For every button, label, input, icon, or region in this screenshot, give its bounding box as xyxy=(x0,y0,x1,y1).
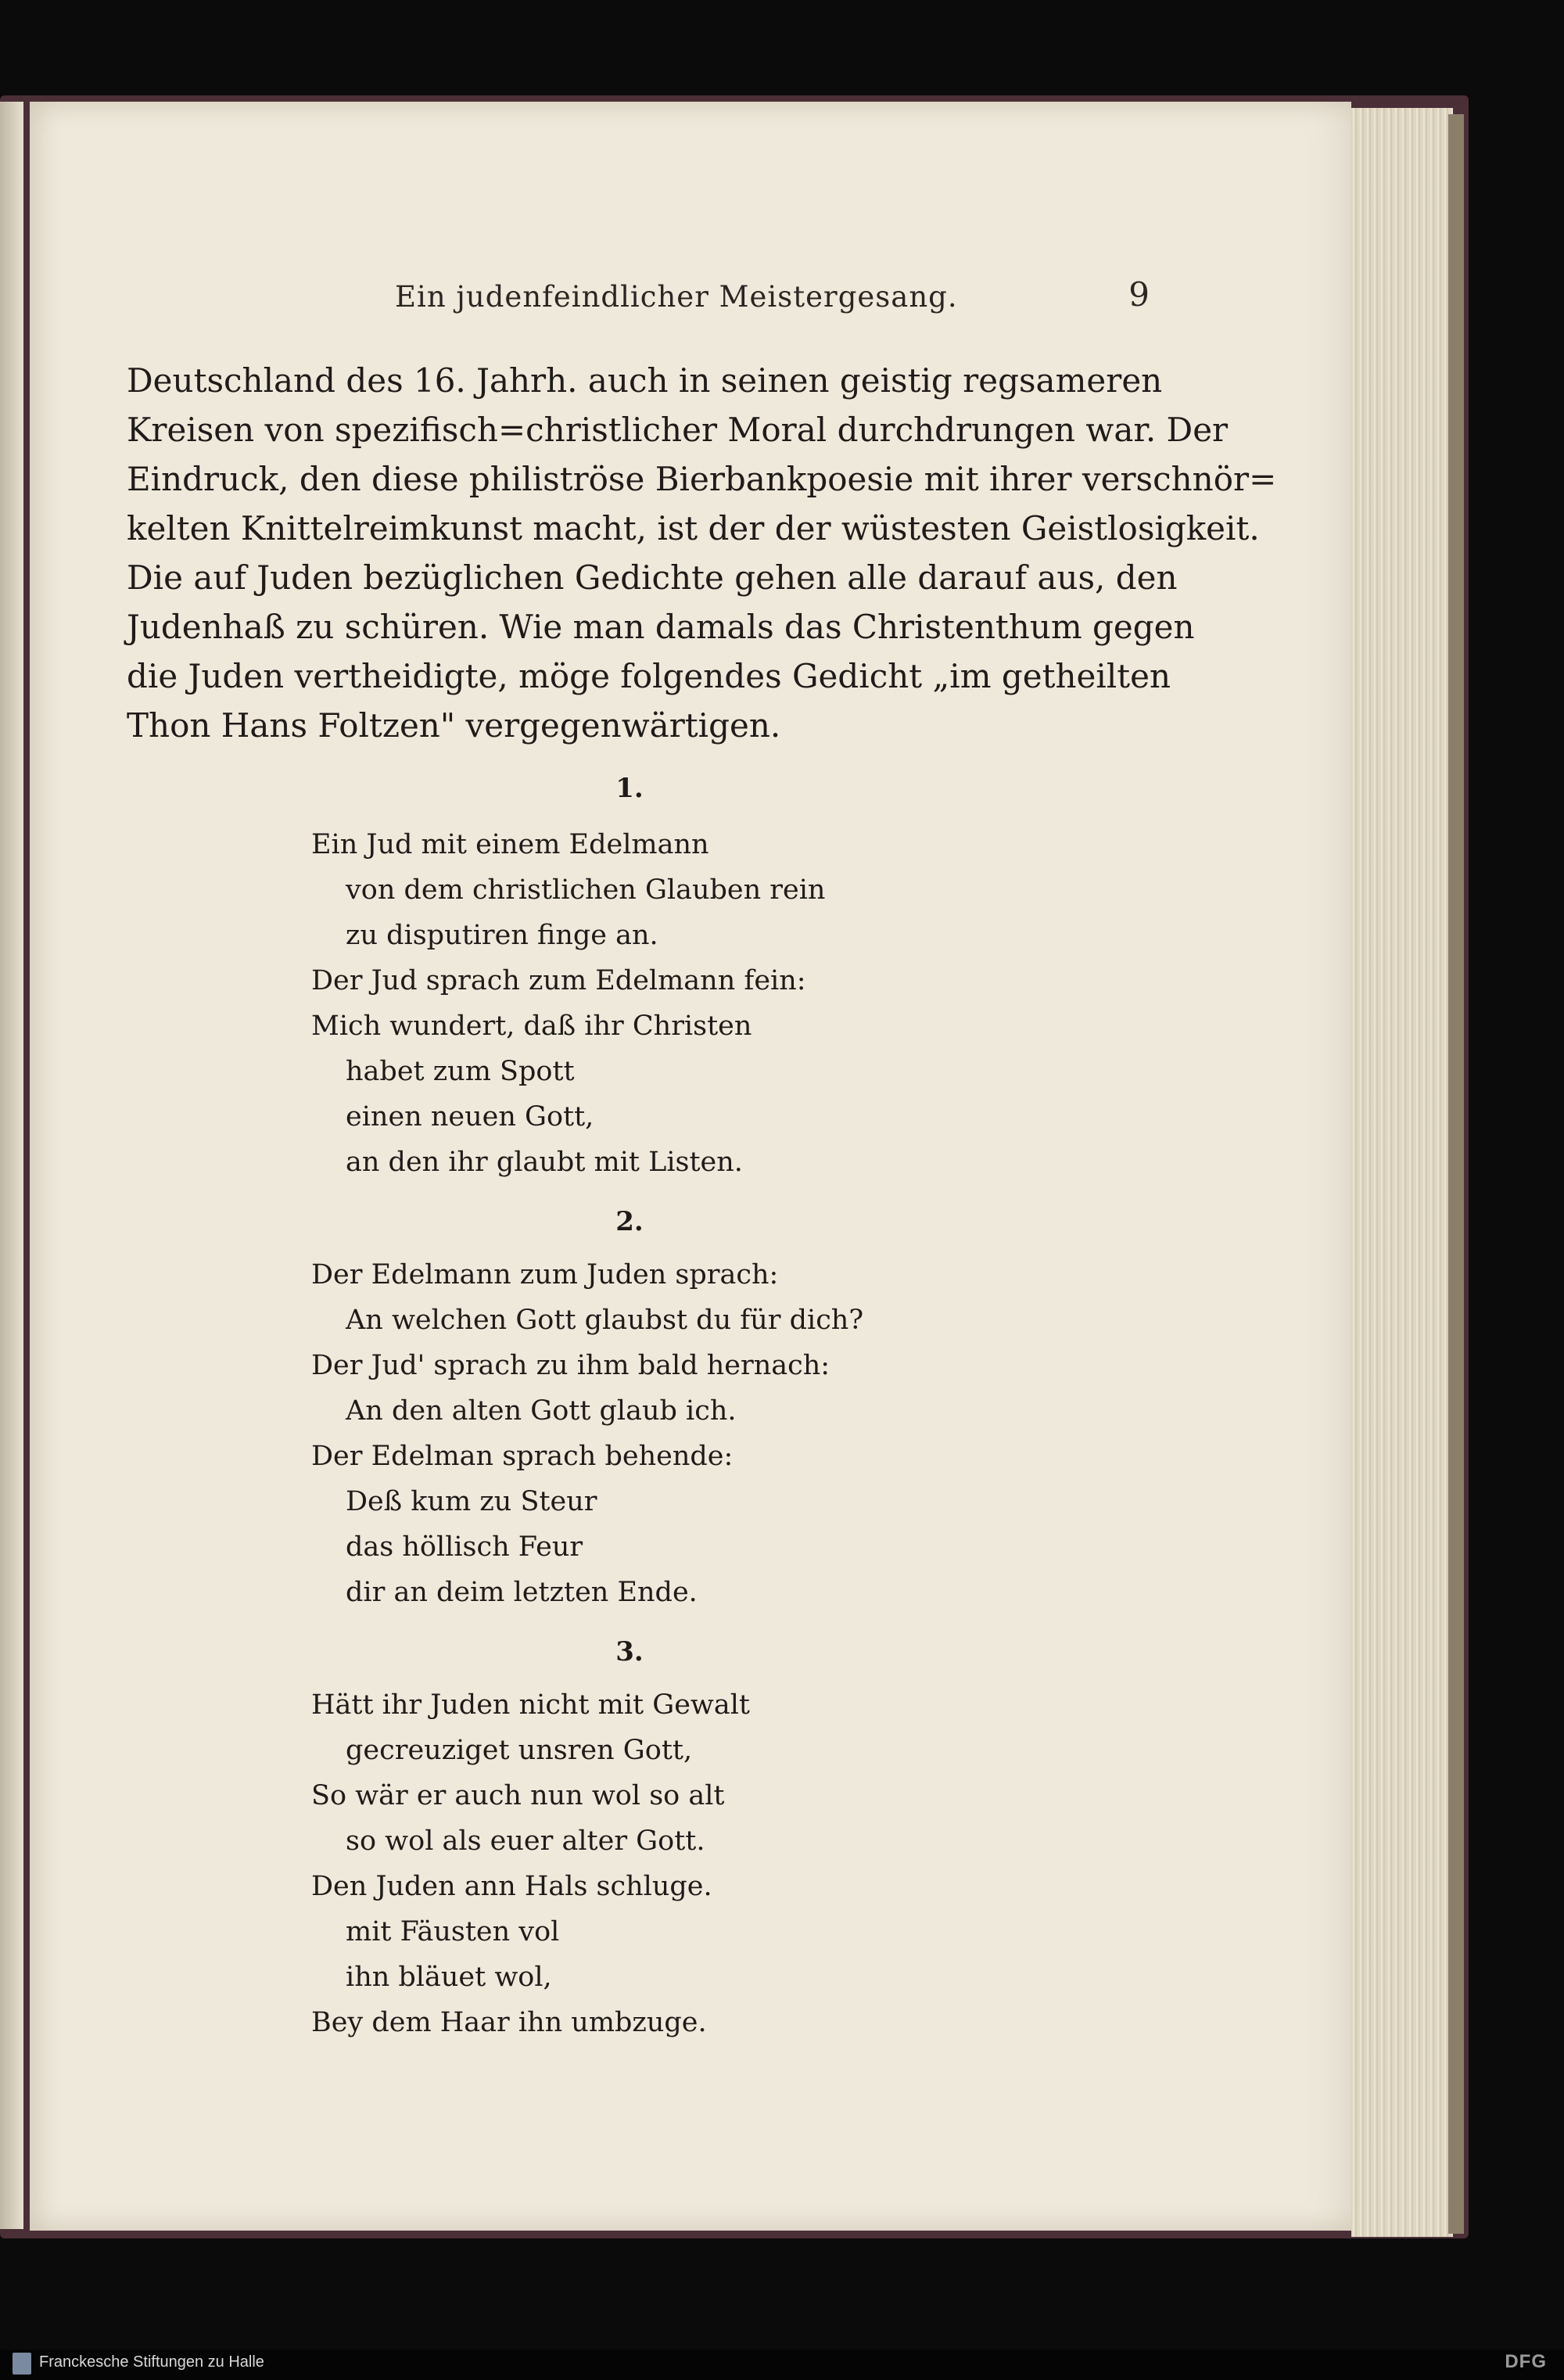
prose-line: Judenhaß zu schüren. Wie man damals das Christenthum gegen xyxy=(127,608,1195,646)
verse-line: das höllisch Feur xyxy=(346,1531,583,1563)
verse-line: dir an deim letzten Ende. xyxy=(346,1577,698,1608)
prose-line: Eindruck, den diese philiströse Bierbankpoesie mit ihrer verschnör= xyxy=(127,460,1277,498)
verse-line: an den ihr glaubt mit Listen. xyxy=(346,1147,743,1178)
institution-name: Franckesche Stiftungen zu Halle xyxy=(39,2353,264,2371)
verse-line: so wol als euer alter Gott. xyxy=(346,1825,705,1857)
verse-line: Der Edelmann zum Juden sprach: xyxy=(311,1259,779,1291)
page-number: 9 xyxy=(1128,275,1150,314)
running-head: Ein judenfeindlicher Meistergesang. xyxy=(395,280,958,314)
verse-line: mit Fäusten vol xyxy=(346,1916,560,1947)
verse-line: An welchen Gott glaubst du für dich? xyxy=(346,1305,864,1336)
verse-line: gecreuziget unsren Gott, xyxy=(346,1735,693,1766)
verse-line: Deß kum zu Steur xyxy=(346,1486,597,1517)
verse-line: Hätt ihr Juden nicht mit Gewalt xyxy=(311,1689,750,1721)
verse-line: zu disputiren finge an. xyxy=(346,920,658,951)
prose-line: kelten Knittelreimkunst macht, ist der der wüstesten Geistlosigkeit. xyxy=(127,509,1260,547)
prose-line: Die auf Juden bezüglichen Gedichte gehen alle darauf aus, den xyxy=(127,558,1178,597)
prose-line: Deutschland des 16. Jahrh. auch in seinen geistig regsameren xyxy=(127,361,1163,400)
prose-line: Kreisen von spezifisch=christlicher Moral durchdrungen war. Der xyxy=(127,411,1229,449)
verse-line: Ein Jud mit einem Edelmann xyxy=(311,829,709,860)
facing-page-edge xyxy=(0,102,23,2229)
institution-logo-icon xyxy=(13,2353,31,2375)
stanza-number: 1. xyxy=(615,773,644,804)
verse-line: An den alten Gott glaub ich. xyxy=(346,1395,737,1427)
verse-line: So wär er auch nun wol so alt xyxy=(311,1780,725,1811)
stanza-number: 2. xyxy=(615,1206,644,1237)
verse-line: Bey dem Haar ihn umbzuge. xyxy=(311,2007,707,2038)
page-block-shadow xyxy=(1448,114,1464,2234)
verse-line: ihn bläuet wol, xyxy=(346,1962,552,1993)
verse-line: Der Edelman sprach behende: xyxy=(311,1441,734,1472)
verse-line: einen neuen Gott, xyxy=(346,1101,594,1133)
prose-line: die Juden vertheidigte, möge folgendes Gedicht „im getheilten xyxy=(127,657,1171,695)
verse-line: Mich wundert, daß ihr Christen xyxy=(311,1011,752,1042)
verse-line: habet zum Spott xyxy=(346,1056,575,1087)
page-block-edges xyxy=(1351,108,1453,2237)
stanza-number: 3. xyxy=(615,1636,644,1667)
verse-line: Der Jud sprach zum Edelmann fein: xyxy=(311,965,806,996)
dfg-badge: DFG xyxy=(1505,2351,1547,2372)
verse-line: Den Juden ann Hals schluge. xyxy=(311,1871,712,1902)
verse-line: Der Jud' sprach zu ihm bald hernach: xyxy=(311,1350,830,1381)
prose-line: Thon Hans Foltzen" vergegenwärtigen. xyxy=(127,706,781,745)
verse-line: von dem christlichen Glauben rein xyxy=(346,874,826,906)
